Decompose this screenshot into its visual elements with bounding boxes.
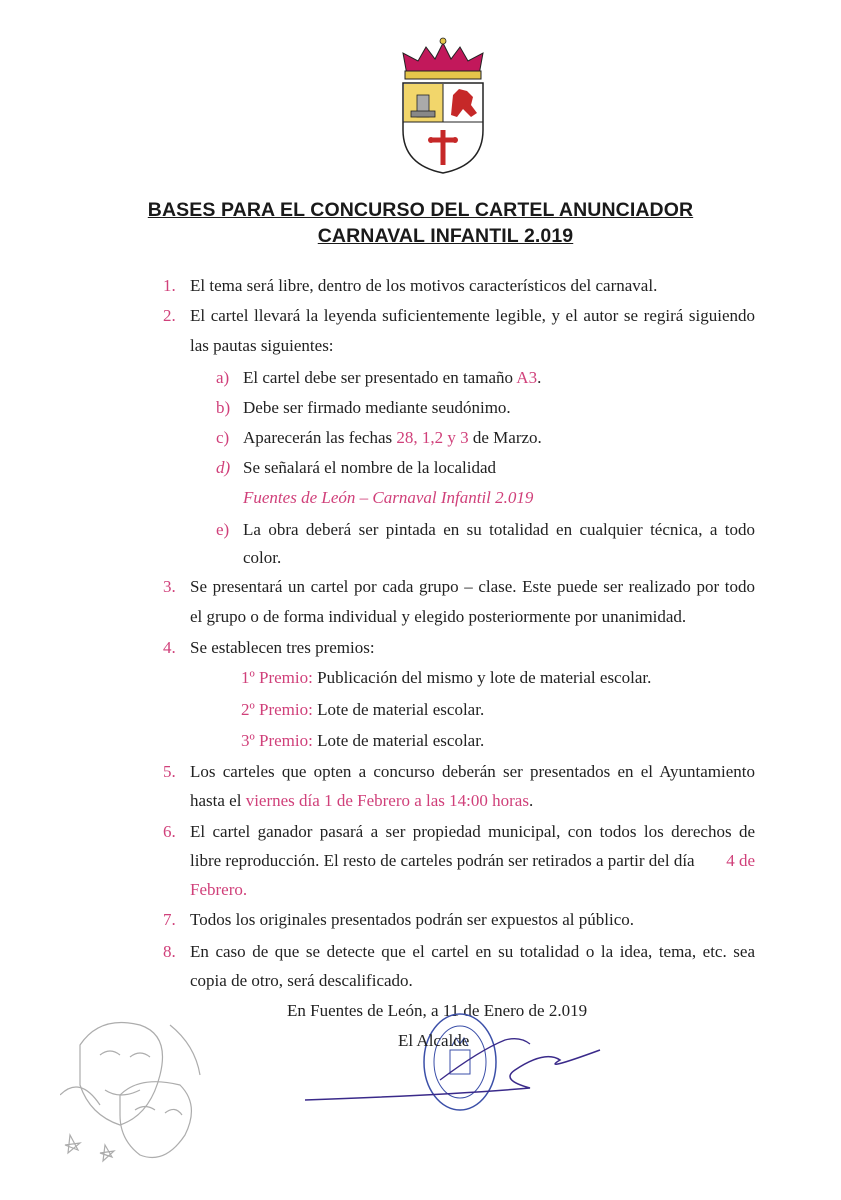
- signature-stamp-icon: [300, 1010, 720, 1120]
- item-number: 6.: [163, 822, 176, 841]
- signer-title: El Alcalde: [398, 1031, 470, 1050]
- item-number: 5.: [163, 762, 176, 781]
- item-text: Se establecen tres premios:: [190, 638, 375, 657]
- subitem-letter: a): [216, 368, 230, 387]
- item-text: copia de otro, será descalificado.: [190, 971, 413, 990]
- locality-name: Fuentes de León – Carnaval Infantil 2.019: [243, 488, 534, 507]
- item-number: 2.: [163, 306, 176, 325]
- item-number: 4.: [163, 638, 176, 657]
- item-text: El cartel llevará la leyenda suficientemente legible, y el autor se regirá siguiendo: [190, 306, 755, 325]
- subitem-text: La obra deberá ser pintada en su totalidad en cualquier técnica, a todo: [243, 520, 755, 539]
- subitem-text: Debe ser firmado mediante seudónimo.: [243, 398, 511, 417]
- item-text: Los carteles que opten a concurso deberán ser presentados en el Ayuntamiento: [190, 762, 755, 781]
- coat-of-arms-icon: [393, 35, 493, 175]
- item-text: el grupo o de forma individual y elegido posteriormente por unanimidad.: [190, 607, 687, 626]
- document-title-line2: CARNAVAL INFANTIL 2.019: [317, 225, 574, 247]
- item-text: El cartel ganador pasará a ser propiedad municipal, con todos los derechos de: [190, 822, 755, 841]
- carnival-masks-icon: [60, 1005, 210, 1175]
- prize-line: 1º Premio: Publicación del mismo y lote de material escolar.: [241, 668, 652, 687]
- item-text: En caso de que se detecte que el cartel en su totalidad o la idea, tema, etc. sea: [190, 942, 755, 961]
- item-text: Se presentará un cartel por cada grupo – clase. Este puede ser realizado por todo: [190, 577, 755, 596]
- item-text: El tema será libre, dentro de los motivos característicos del carnaval.: [190, 276, 658, 295]
- subitem-letter: e): [216, 520, 230, 539]
- item-text: Todos los originales presentados podrán ser expuestos al público.: [190, 910, 635, 929]
- item-number: 3.: [163, 577, 176, 596]
- item-text: Febrero.: [190, 880, 248, 899]
- subitem-text: Aparecerán las fechas 28, 1,2 y 3 de Marzo.: [243, 428, 542, 447]
- subitem-letter: b): [216, 398, 231, 417]
- prize-line: 3º Premio: Lote de material escolar.: [241, 731, 485, 750]
- place-date: En Fuentes de León, a 11 de Enero de 2.019: [287, 1001, 588, 1020]
- subitem-text: color.: [243, 548, 282, 567]
- subitem-letter: c): [216, 428, 230, 447]
- item-number: 8.: [163, 942, 176, 961]
- prize-line: 2º Premio: Lote de material escolar.: [241, 700, 485, 719]
- document-title-line1: BASES PARA EL CONCURSO DEL CARTEL ANUNCIADOR: [147, 199, 694, 221]
- subitem-text: Se señalará el nombre de la localidad: [243, 458, 496, 477]
- item-text: hasta el viernes día 1 de Febrero a las 14:00 horas.: [190, 791, 534, 810]
- item-text: las pautas siguientes:: [190, 336, 334, 355]
- item-number: 1.: [163, 276, 176, 295]
- item-text: libre reproducción. El resto de carteles podrán ser retirados a partir del día 4 de: [190, 851, 755, 870]
- item-number: 7.: [163, 910, 176, 929]
- subitem-text: El cartel debe ser presentado en tamaño A3.: [243, 368, 542, 387]
- subitem-letter: d): [216, 458, 231, 477]
